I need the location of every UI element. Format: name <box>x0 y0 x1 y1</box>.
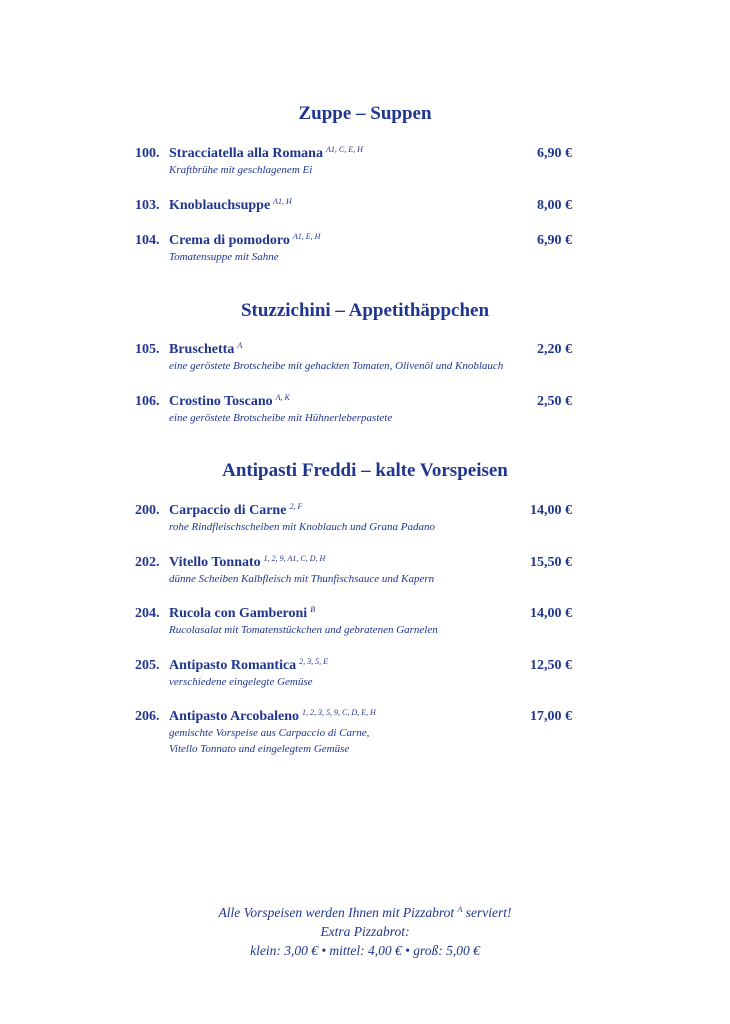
footer-line-3: klein: 3,00 € • mittel: 4,00 € • groß: 5,00 € <box>250 943 480 958</box>
item-number: 104. <box>135 233 160 248</box>
item-allergens: A, K <box>275 393 290 402</box>
item-price: 2,50 € <box>537 394 572 409</box>
item-allergens: 1, 2, 9, A1, C, D, H <box>263 554 326 563</box>
item-number: 202. <box>135 555 160 570</box>
item-name: Bruschetta <box>169 342 235 357</box>
item-description: Kraftbrühe mit geschlagenem Ei <box>169 164 313 176</box>
footer-note <box>0 900 730 960</box>
section-title-stuzzichini: Stuzzichini – Appetithäppchen <box>240 300 490 321</box>
item-price: 12,50 € <box>530 658 572 673</box>
item-allergens: A1, C, E, H <box>325 145 363 154</box>
item-allergens: A1, E, H <box>292 232 321 241</box>
menu-item-200 <box>135 502 572 535</box>
item-price: 17,00 € <box>530 709 572 724</box>
menu-item-104 <box>135 232 572 265</box>
item-name: Carpaccio di Carne <box>169 503 287 518</box>
menu-item-205 <box>135 657 572 690</box>
menu-item-100 <box>135 145 572 178</box>
item-allergens: 1, 2, 3, 5, 9, C, D, E, H <box>302 708 376 717</box>
item-number: 105. <box>135 342 160 357</box>
item-description: eine geröstete Brotscheibe mit gehackten Tomaten, Olivenöl und Knoblauch <box>169 360 504 372</box>
item-price: 14,00 € <box>530 606 572 621</box>
item-allergens: 2, F <box>289 502 303 511</box>
footer-text: serviert! <box>465 905 512 920</box>
item-description: gemischte Vorspeise aus Carpaccio di Carne, <box>169 727 370 739</box>
item-number: 205. <box>135 658 160 673</box>
item-allergens: A <box>237 341 243 350</box>
item-description: Rucolasalat mit Tomatenstückchen und gebratenen Garnelen <box>169 624 438 636</box>
item-name: Antipasto Arcobaleno <box>169 709 300 724</box>
footer-line-1 <box>0 900 730 922</box>
item-name: Rucola con Gamberoni <box>169 606 308 621</box>
section-title-zuppe: Zuppe – Suppen <box>298 103 432 124</box>
item-description: Tomatensuppe mit Sahne <box>169 251 279 263</box>
item-description: eine geröstete Brotscheibe mit Hühnerleberpastete <box>169 412 393 424</box>
item-number: 200. <box>135 503 160 518</box>
footer-line-2: Extra Pizzabrot: <box>320 924 410 939</box>
item-name: Antipasto Romantica <box>169 658 297 673</box>
footer-allergen: A <box>457 905 463 914</box>
item-number: 204. <box>135 606 160 621</box>
item-description: Vitello Tonnato und eingelegtem Gemüse <box>169 743 350 755</box>
menu-item-105 <box>135 341 572 374</box>
item-number: 100. <box>135 146 160 161</box>
item-name: Vitello Tonnato <box>169 555 261 570</box>
item-name: Knoblauchsuppe <box>169 198 271 213</box>
item-price: 6,90 € <box>537 233 572 248</box>
item-price: 8,00 € <box>537 198 572 213</box>
item-allergens: B <box>310 605 316 614</box>
item-description: verschiedene eingelegte Gemüse <box>169 676 313 688</box>
item-price: 6,90 € <box>537 146 572 161</box>
menu-item-202 <box>135 554 572 587</box>
menu-item-106 <box>135 393 572 426</box>
menu-item-206 <box>135 708 572 757</box>
item-name: Crema di pomodoro <box>169 233 290 248</box>
item-number: 206. <box>135 709 160 724</box>
item-price: 14,00 € <box>530 503 572 518</box>
menu-item-103 <box>135 197 572 214</box>
item-allergens: 2, 3, 5, E <box>299 657 329 666</box>
footer-text: Alle Vorspeisen werden Ihnen mit Pizzabrot <box>218 905 455 920</box>
item-price: 2,20 € <box>537 342 572 357</box>
item-description: dünne Scheiben Kalbfleisch mit Thunfischsauce und Kapern <box>169 573 435 585</box>
section-title-antipasti: Antipasti Freddi – kalte Vorspeisen <box>222 460 508 481</box>
item-description: rohe Rindfleischscheiben mit Knoblauch und Grana Padano <box>169 521 436 533</box>
item-name: Crostino Toscano <box>169 394 273 409</box>
item-price: 15,50 € <box>530 555 572 570</box>
item-number: 106. <box>135 394 160 409</box>
item-allergens: A1, H <box>273 197 292 206</box>
item-number: 103. <box>135 198 160 213</box>
item-name: Stracciatella alla Romana <box>169 146 323 161</box>
menu-item-204 <box>135 605 572 638</box>
